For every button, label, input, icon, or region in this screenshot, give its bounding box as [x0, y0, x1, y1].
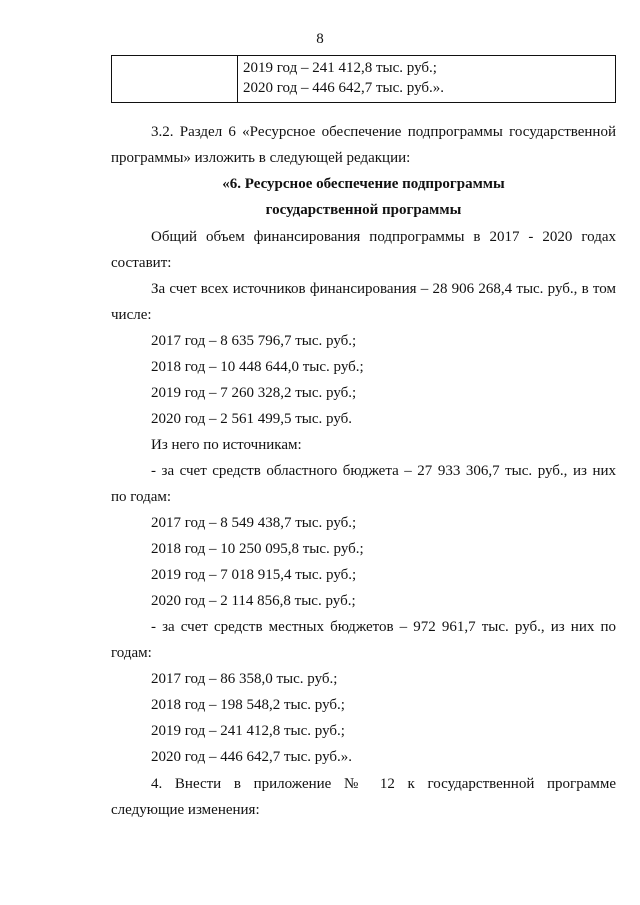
year-line: 2019 год – 241 412,8 тыс. руб.;: [151, 723, 345, 739]
table-cell-empty: [112, 56, 238, 103]
page-number: 8: [316, 31, 324, 47]
section-heading: «6. Ресурсное обеспечение подпрограммы: [222, 176, 505, 192]
table-line: 2020 год – 446 642,7 тыс. руб.».: [243, 80, 445, 96]
year-line: 2018 год – 10 448 644,0 тыс. руб.;: [151, 359, 364, 375]
continuation-table: [111, 55, 616, 103]
year-line: 2018 год – 198 548,2 тыс. руб.;: [151, 697, 345, 713]
year-line: 2020 год – 2 561 499,5 тыс. руб.: [151, 411, 353, 427]
paragraph-line: составит:: [111, 255, 172, 271]
section-heading: государственной программы: [265, 202, 462, 218]
year-line: 2019 год – 7 018 915,4 тыс. руб.;: [151, 567, 357, 583]
paragraph-line: - за счет средств местных бюджетов – 972 961,7 тыс. руб., из них по: [151, 619, 616, 635]
paragraph-line: За счет всех источников финансирования – 28 906 268,4 тыс. руб., в том: [151, 281, 616, 297]
paragraph-line: годам:: [111, 645, 152, 661]
year-line: 2017 год – 8 635 796,7 тыс. руб.;: [151, 333, 357, 349]
table-cell-values: [238, 56, 616, 103]
year-line: 2019 год – 7 260 328,2 тыс. руб.;: [151, 385, 357, 401]
year-line: 2017 год – 86 358,0 тыс. руб.;: [151, 671, 338, 687]
section-intro-line: 3.2. Раздел 6 «Ресурсное обеспечение подпрограммы государственной: [151, 124, 616, 140]
table-line: 2019 год – 241 412,8 тыс. руб.;: [243, 60, 437, 76]
paragraph-line: следующие изменения:: [111, 802, 260, 818]
paragraph-line: Из него по источникам:: [151, 437, 302, 453]
year-line: 2018 год – 10 250 095,8 тыс. руб.;: [151, 541, 364, 557]
paragraph-line: 4. Внести в приложение № 12 к государственной программе: [151, 776, 616, 792]
year-line: 2020 год – 446 642,7 тыс. руб.».: [151, 749, 353, 765]
paragraph-line: числе:: [111, 307, 152, 323]
paragraph-line: Общий объем финансирования подпрограммы в 2017 - 2020 годах: [151, 229, 616, 245]
year-line: 2017 год – 8 549 438,7 тыс. руб.;: [151, 515, 357, 531]
table-row: [112, 56, 616, 103]
paragraph-line: по годам:: [111, 489, 172, 505]
paragraph-line: - за счет средств областного бюджета – 27 933 306,7 тыс. руб., из них: [151, 463, 616, 479]
year-line: 2020 год – 2 114 856,8 тыс. руб.;: [151, 593, 356, 609]
section-intro-line: программы» изложить в следующей редакции:: [111, 150, 411, 166]
